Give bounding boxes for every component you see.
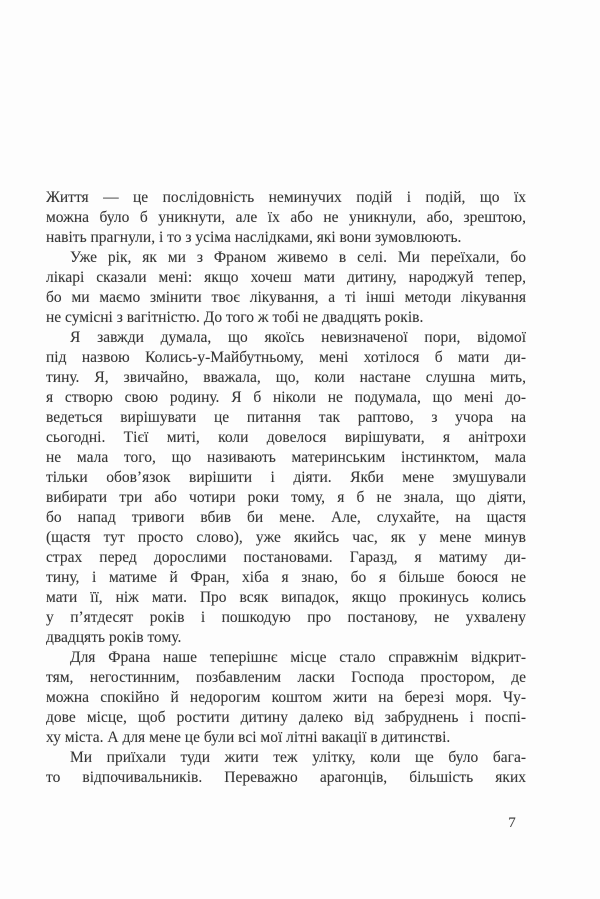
text-line: то відпочивальників. Переважно арагонців, більшість яких xyxy=(46,769,526,786)
text-line: бо ми маємо змінити твоє лікування, а ті інші методи лікування xyxy=(46,289,526,306)
text-line: не сумісні з вагітністю. До того ж тобі не двадцять років. xyxy=(46,309,424,326)
text-line: під назвою Колись-у-Майбутньому, мені хотілося б мати ди- xyxy=(46,349,526,366)
text-line: Ми приїхали туди жити теж улітку, коли ще було бага- xyxy=(70,749,526,766)
text-line: страх перед дорослими постановами. Гаразд, я матиму ди- xyxy=(46,549,526,566)
text-line: бо напад тривоги вбив би мене. Але, слухайте, на щастя xyxy=(46,509,526,526)
text-line: тям, негостинним, позбавленим ласки Господа простором, де xyxy=(46,669,526,686)
text-line: тину, і матиме й Фран, хіба я знаю, бо я більше боюся не xyxy=(46,569,526,586)
text-line: (щастя тут просто слово), уже якийсь час, як у мене минув xyxy=(46,529,526,546)
text-line: тільки обов’язок вирішити і діяти. Якби мене змушували xyxy=(46,469,526,486)
text-line: ведеться вирішувати це питання так раптово, з учора на xyxy=(46,409,526,426)
text-line: не мала того, що називають материнським інстинктом, мала xyxy=(46,449,526,466)
text-line: Уже рік, як ми з Франом живемо в селі. Ми переїхали, бо xyxy=(70,249,526,266)
text-line: сьогодні. Тієї миті, коли довелося вирішувати, я анітрохи xyxy=(46,429,526,446)
text-line: лікарі сказали мені: якщо хочеш мати дитину, народжуй тепер, xyxy=(46,269,526,286)
page-number: 7 xyxy=(508,815,516,831)
text-line: Життя — це послідовність неминучих подій і подій, що їх xyxy=(46,189,526,206)
body-text xyxy=(46,188,526,788)
text-line: дове місце, щоб ростити дитину далеко від забруднень і поспі- xyxy=(46,709,526,726)
text-line: мати її, ніж мати. Про всяк випадок, якщо прокинусь колись xyxy=(46,589,526,606)
text-line: Для Франа наше теперішнє місце стало справжнім відкрит- xyxy=(70,649,526,666)
text-line: можна спокійно й недорогим коштом жити на березі моря. Чу- xyxy=(46,689,526,706)
text-line: двадцять років тому. xyxy=(46,629,182,646)
text-line: Я завжди думала, що якоїсь невизначеної пори, відомої xyxy=(70,329,526,346)
text-line: тину. Я, звичайно, вважала, що, коли настане слушна мить, xyxy=(46,369,526,386)
text-line: вибирати три або чотири роки тому, я б не знала, що діяти, xyxy=(46,489,526,506)
text-line: у п’ятдесят років і пошкодую про постанову, не ухвалену xyxy=(46,609,526,626)
text-line: навіть прагнули, і то з усіма наслідками, які вони зумовлюють. xyxy=(46,229,462,246)
text-line: ху міста. А для мене це були всі мої літні вакації в дитинстві. xyxy=(46,729,451,746)
text-line: я створю свою родину. Я б ніколи не подумала, що мені до- xyxy=(46,389,526,406)
text-line: можна було б уникнути, але їх або не уникнули, або, зрештою, xyxy=(46,209,526,226)
